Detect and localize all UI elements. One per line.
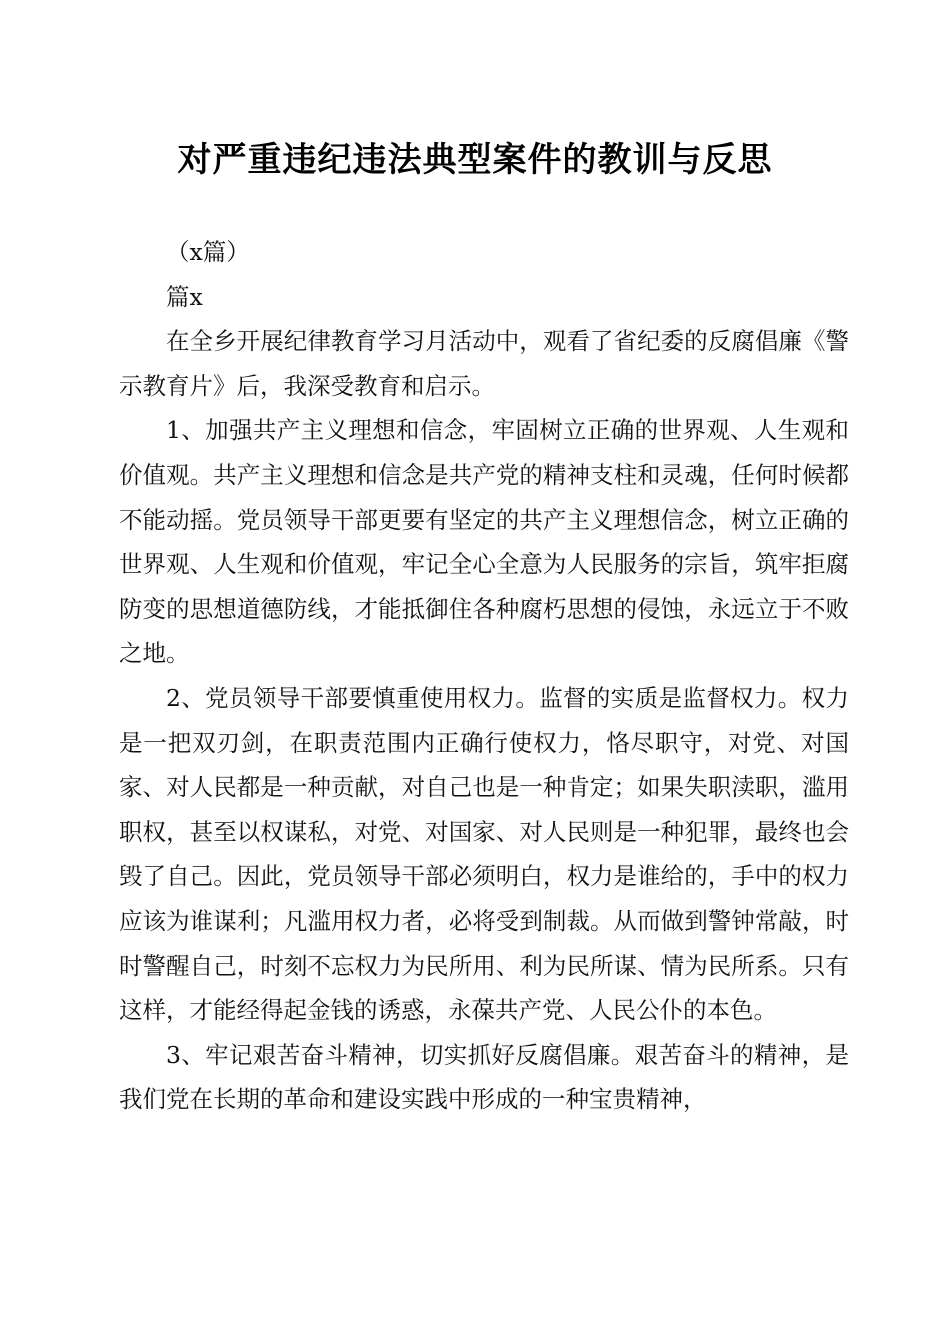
intro-paragraph: 在全乡开展纪律教育学习月活动中，观看了省纪委的反腐倡廉《警示教育片》后，我深受教育和启示。	[119, 327, 849, 400]
count-note: （x篇）	[166, 238, 250, 266]
point-3-paragraph: 3、牢记艰苦奋斗精神，切实抓好反腐倡廉。艰苦奋斗的精神，是我们党在长期的革命和建设实践中形成的一种宝贵精神，	[119, 1040, 849, 1114]
document-title: 对严重违纪违法典型案件的教训与反思	[177, 140, 773, 180]
point-2-paragraph: 2、党员领导干部要慎重使用权力。监督的实质是监督权力。权力是一把双刃剑，在职责范围内正确行使权力，恪尽职守，对党、对国家、对人民都是一种贡献，对自己也是一种肯定；如果失职渎职，滥用职权，甚至以权谋私，对党、对国家、对人民则是一种犯罪，最终也会毁了自己。因此，党员领导干部必须明白，权力是谁给的，手中的权力应该为谁谋利；凡滥用权力者，必将受到制裁。从而做到警钟常敲，时时警醒自己，时刻不忘权力为民所用、利为民所谋、情为民所系。只有这样，才能经得起金钱的诱惑，永葆共产党、人民公仆的本色。	[119, 683, 849, 1025]
section-label: 篇x	[166, 282, 203, 311]
document-body	[119, 230, 849, 1122]
point-1-paragraph: 1、加强共产主义理想和信念，牢固树立正确的世界观、人生观和价值观。共产主义理想和信念是共产党的精神支柱和灵魂，任何时候都不能动摇。党员领导干部更要有坚定的共产主义理想信念，树立正确的世界观、人生观和价值观，牢记全心全意为人民服务的宗旨，筑牢拒腐防变的思想道德防线，才能抵御住各种腐朽思想的侵蚀，永远立于不败之地。	[119, 416, 849, 668]
